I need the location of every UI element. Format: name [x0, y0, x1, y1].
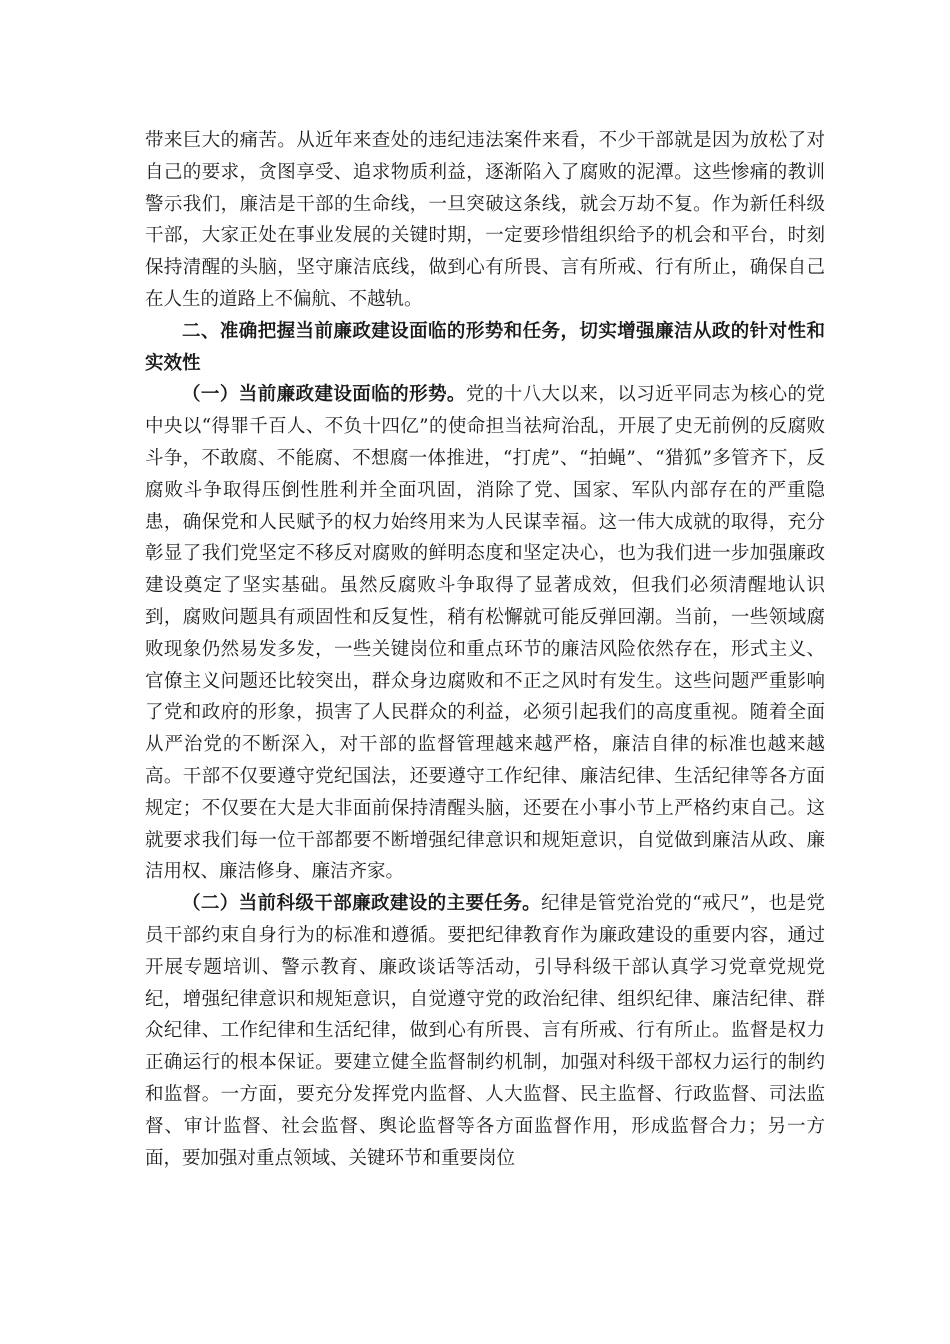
subsection-lead-tasks: （二）当前科级干部廉政建设的主要任务。 [182, 893, 542, 915]
document-page [145, 125, 825, 1174]
subsection-lead-situation: （一）当前廉政建设面临的形势。 [182, 384, 466, 406]
paragraph-situation [145, 379, 825, 888]
section-heading: 二、准确把握当前廉政建设面临的形势和任务，切实增强廉洁从政的针对性和实效性 [145, 320, 825, 374]
paragraph-tasks-body: 纪律是管党治党的“戒尺”，也是党员干部约束自身行为的标准和遵循。要把纪律教育作为廉政建设的重要内容，通过开展专题培训、警示教育、廉政谈话等活动，引导科级干部认真学习党章党规党纪，增强纪律意识和规矩意识，自觉遵守党的政治纪律、组织纪律、廉洁纪律、群众纪律、工作纪律和生活纪律，做到心有所畏、言有所戒、行有所止。监督是权力正确运行的根本保证。要建立健全监督制约机制，加强对科级干部权力运行的制约和监督。一方面，要充分发挥党内监督、人大监督、民主监督、行政监督、司法监督、审计监督、社会监督、舆论监督等各方面监督作用，形成监督合力；另一方面，要加强对重点领域、关键环节和重要岗位 [145, 893, 825, 1169]
paragraph-continuation: 带来巨大的痛苦。从近年来查处的违纪违法案件来看，不少干部就是因为放松了对自己的要求，贪图享受、追求物质利益，逐渐陷入了腐败的泥潭。这些惨痛的教训警示我们，廉洁是干部的生命线，一旦突破这条线，就会万劫不复。作为新任科级干部，大家正处在事业发展的关键时期，一定要珍惜组织给予的机会和平台，时刻保持清醒的头脑，坚守廉洁底线，做到心有所畏、言有所戒、行有所止，确保自己在人生的道路上不偏航、不越轨。 [145, 130, 825, 310]
paragraph-situation-body: 党的十八大以来，以习近平同志为核心的党中央以“得罪千百人、不负十四亿”的使命担当祛疴治乱，开展了史无前例的反腐败斗争，不敢腐、不能腐、不想腐一体推进，“打虎”、“拍蝇”、“猎狐”多管齐下，反腐败斗争取得压倒性胜利并全面巩固，消除了党、国家、军队内部存在的严重隐患，确保党和人民赋予的权力始终用来为人民谋幸福。这一伟大成就的取得，充分彰显了我们党坚定不移反对腐败的鲜明态度和坚定决心，也为我们进一步加强廉政建设奠定了坚实基础。虽然反腐败斗争取得了显著成效，但我们必须清醒地认识到，腐败问题具有顽固性和反复性，稍有松懈就可能反弹回潮。当前，一些领域腐败现象仍然易发多发，一些关键岗位和重点环节的廉洁风险依然存在，形式主义、官僚主义问题还比较突出，群众身边腐败和不正之风时有发生。这些问题严重影响了党和政府的形象，损害了人民群众的利益，必须引起我们的高度重视。随着全面从严治党的不断深入，对干部的监督管理越来越严格，廉洁自律的标准也越来越高。干部不仅要遵守党纪国法，还要遵守工作纪律、廉洁纪律、生活纪律等各方面规定；不仅要在大是大非面前保持清醒头脑，还要在小事小节上严格约束自己。这就要求我们每一位干部都要不断增强纪律意识和规矩意识，自觉做到廉洁从政、廉洁用权、廉洁修身、廉洁齐家。 [145, 384, 825, 883]
paragraph-tasks [145, 888, 825, 1174]
